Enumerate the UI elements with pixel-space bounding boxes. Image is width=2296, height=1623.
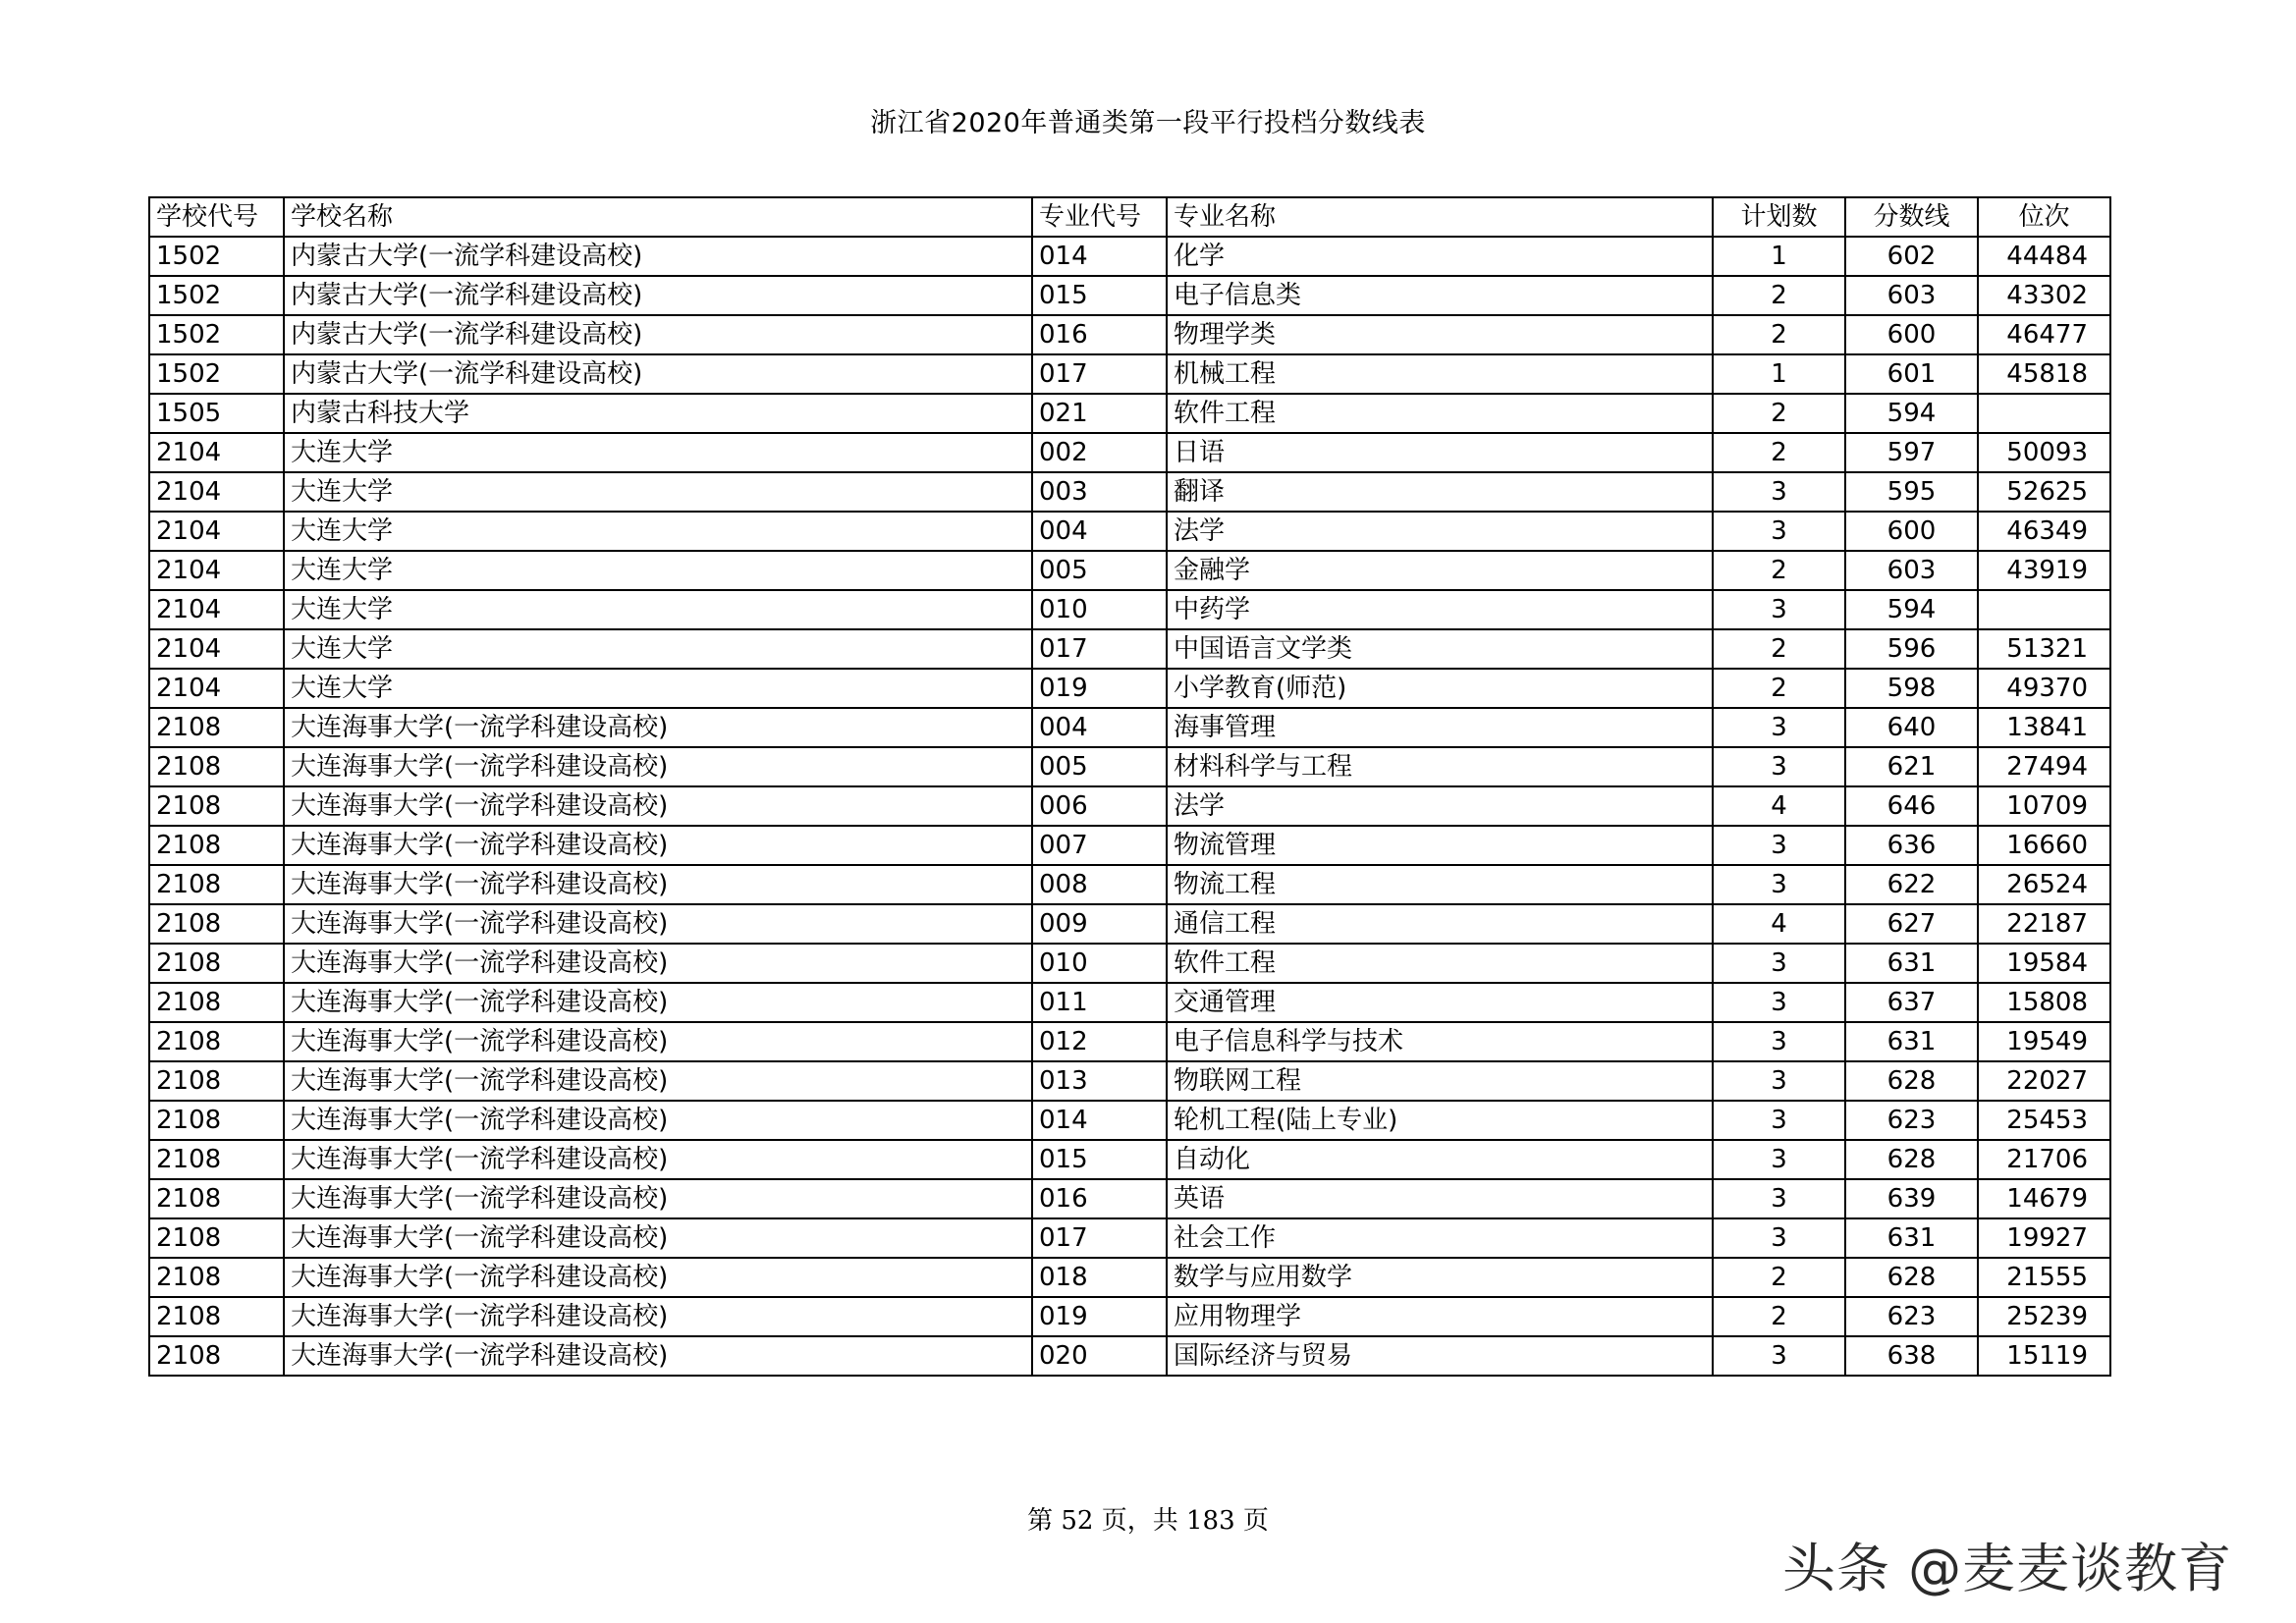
- cell-school-name: 大连海事大学(一流学科建设高校): [284, 1022, 1032, 1061]
- cell-score: 621: [1845, 747, 1978, 786]
- cell-score: 646: [1845, 786, 1978, 826]
- cell-major-code: 017: [1032, 354, 1167, 394]
- header-school-code: 学校代号: [149, 197, 284, 237]
- cell-major-code: 011: [1032, 983, 1167, 1022]
- cell-school-name: 内蒙古大学(一流学科建设高校): [284, 315, 1032, 354]
- cell-major-name: 法学: [1167, 786, 1713, 826]
- cell-rank: 22027: [1978, 1061, 2110, 1101]
- cell-score: 639: [1845, 1179, 1978, 1218]
- cell-major-name: 金融学: [1167, 551, 1713, 590]
- cell-plan: 3: [1713, 1101, 1845, 1140]
- cell-score: 602: [1845, 237, 1978, 276]
- cell-score: 603: [1845, 276, 1978, 315]
- table-row: [149, 904, 2110, 944]
- cell-major-name: 物流管理: [1167, 826, 1713, 865]
- cell-school-name: 大连海事大学(一流学科建设高校): [284, 944, 1032, 983]
- header-major-code: 专业代号: [1032, 197, 1167, 237]
- cell-school-code: 2108: [149, 983, 284, 1022]
- cell-school-code: 2108: [149, 1218, 284, 1258]
- cell-score: 594: [1845, 590, 1978, 629]
- table-row: [149, 551, 2110, 590]
- cell-plan: 3: [1713, 983, 1845, 1022]
- cell-major-code: 003: [1032, 472, 1167, 512]
- cell-major-code: 017: [1032, 1218, 1167, 1258]
- cell-rank: 43919: [1978, 551, 2110, 590]
- cell-school-name: 大连海事大学(一流学科建设高校): [284, 1061, 1032, 1101]
- table-row: [149, 1140, 2110, 1179]
- cell-major-name: 小学教育(师范): [1167, 669, 1713, 708]
- cell-school-code: 2108: [149, 747, 284, 786]
- cell-rank: 21706: [1978, 1140, 2110, 1179]
- cell-rank: 19927: [1978, 1218, 2110, 1258]
- cell-rank: 19549: [1978, 1022, 2110, 1061]
- cell-plan: 3: [1713, 1336, 1845, 1376]
- cell-major-code: 013: [1032, 1061, 1167, 1101]
- cell-school-name: 大连大学: [284, 669, 1032, 708]
- cell-school-code: 2108: [149, 1258, 284, 1297]
- cell-major-code: 007: [1032, 826, 1167, 865]
- cell-rank: 10709: [1978, 786, 2110, 826]
- cell-school-code: 2108: [149, 826, 284, 865]
- cell-score: 597: [1845, 433, 1978, 472]
- cell-school-name: 大连海事大学(一流学科建设高校): [284, 708, 1032, 747]
- cell-school-name: 大连大学: [284, 433, 1032, 472]
- cell-major-code: 015: [1032, 276, 1167, 315]
- cell-major-name: 轮机工程(陆上专业): [1167, 1101, 1713, 1140]
- cell-school-code: 2104: [149, 590, 284, 629]
- cell-major-name: 数学与应用数学: [1167, 1258, 1713, 1297]
- cell-plan: 3: [1713, 1218, 1845, 1258]
- table-row: [149, 708, 2110, 747]
- cell-score: 622: [1845, 865, 1978, 904]
- cell-plan: 2: [1713, 276, 1845, 315]
- cell-major-name: 物理学类: [1167, 315, 1713, 354]
- cell-rank: 25453: [1978, 1101, 2110, 1140]
- cell-school-name: 大连海事大学(一流学科建设高校): [284, 1101, 1032, 1140]
- cell-major-name: 物流工程: [1167, 865, 1713, 904]
- header-major-name: 专业名称: [1167, 197, 1713, 237]
- cell-major-code: 014: [1032, 1101, 1167, 1140]
- header-school-name: 学校名称: [284, 197, 1032, 237]
- cell-rank: [1978, 590, 2110, 629]
- cell-plan: 3: [1713, 1179, 1845, 1218]
- page-footer: 第 52 页，共 183 页: [1027, 1506, 1269, 1536]
- cell-plan: 3: [1713, 826, 1845, 865]
- cell-major-code: 006: [1032, 786, 1167, 826]
- cell-rank: 27494: [1978, 747, 2110, 786]
- cell-major-name: 材料科学与工程: [1167, 747, 1713, 786]
- cell-major-name: 应用物理学: [1167, 1297, 1713, 1336]
- cell-score: 600: [1845, 315, 1978, 354]
- cell-school-name: 大连大学: [284, 590, 1032, 629]
- table-row: [149, 826, 2110, 865]
- cell-major-code: 008: [1032, 865, 1167, 904]
- cell-school-code: 2104: [149, 512, 284, 551]
- cell-plan: 3: [1713, 472, 1845, 512]
- cell-rank: 49370: [1978, 669, 2110, 708]
- cell-school-name: 内蒙古大学(一流学科建设高校): [284, 276, 1032, 315]
- cell-rank: 16660: [1978, 826, 2110, 865]
- table-row: [149, 1101, 2110, 1140]
- cell-major-name: 自动化: [1167, 1140, 1713, 1179]
- cell-school-code: 2104: [149, 433, 284, 472]
- cell-school-name: 大连海事大学(一流学科建设高校): [284, 1336, 1032, 1376]
- cell-score: 628: [1845, 1061, 1978, 1101]
- cell-major-code: 012: [1032, 1022, 1167, 1061]
- cell-major-name: 海事管理: [1167, 708, 1713, 747]
- cell-score: 595: [1845, 472, 1978, 512]
- cell-major-name: 电子信息类: [1167, 276, 1713, 315]
- cell-rank: 15119: [1978, 1336, 2110, 1376]
- document-title: 浙江省2020年普通类第一段平行投档分数线表: [870, 108, 1426, 138]
- cell-school-code: 2108: [149, 1336, 284, 1376]
- score-table: [148, 196, 2111, 1377]
- cell-major-name: 交通管理: [1167, 983, 1713, 1022]
- cell-school-name: 大连海事大学(一流学科建设高校): [284, 747, 1032, 786]
- cell-plan: 2: [1713, 1258, 1845, 1297]
- cell-rank: 43302: [1978, 276, 2110, 315]
- cell-score: 631: [1845, 1022, 1978, 1061]
- table-row: [149, 944, 2110, 983]
- table-row: [149, 747, 2110, 786]
- table-row: [149, 276, 2110, 315]
- cell-major-code: 019: [1032, 1297, 1167, 1336]
- cell-school-name: 大连海事大学(一流学科建设高校): [284, 904, 1032, 944]
- cell-major-code: 017: [1032, 629, 1167, 669]
- cell-score: 594: [1845, 394, 1978, 433]
- cell-plan: 1: [1713, 237, 1845, 276]
- cell-major-code: 015: [1032, 1140, 1167, 1179]
- table-row: [149, 629, 2110, 669]
- cell-score: 636: [1845, 826, 1978, 865]
- cell-plan: 2: [1713, 1297, 1845, 1336]
- cell-rank: 46349: [1978, 512, 2110, 551]
- cell-major-name: 电子信息科学与技术: [1167, 1022, 1713, 1061]
- cell-rank: 22187: [1978, 904, 2110, 944]
- cell-major-name: 通信工程: [1167, 904, 1713, 944]
- cell-plan: 4: [1713, 786, 1845, 826]
- cell-major-code: 005: [1032, 747, 1167, 786]
- cell-major-code: 021: [1032, 394, 1167, 433]
- cell-plan: 3: [1713, 1140, 1845, 1179]
- cell-major-code: 014: [1032, 237, 1167, 276]
- table-row: [149, 1297, 2110, 1336]
- cell-school-name: 内蒙古科技大学: [284, 394, 1032, 433]
- cell-school-code: 1502: [149, 354, 284, 394]
- cell-rank: 45818: [1978, 354, 2110, 394]
- cell-rank: [1978, 394, 2110, 433]
- cell-plan: 1: [1713, 354, 1845, 394]
- watermark: 头条 @麦麦谈教育: [1782, 1538, 2233, 1599]
- cell-school-code: 2108: [149, 1101, 284, 1140]
- table-row: [149, 394, 2110, 433]
- cell-school-name: 内蒙古大学(一流学科建设高校): [284, 354, 1032, 394]
- table-row: [149, 1022, 2110, 1061]
- cell-major-name: 国际经济与贸易: [1167, 1336, 1713, 1376]
- header-rank: 位次: [1978, 197, 2110, 237]
- table-row: [149, 315, 2110, 354]
- cell-major-code: 005: [1032, 551, 1167, 590]
- cell-school-name: 大连海事大学(一流学科建设高校): [284, 1218, 1032, 1258]
- table-row: [149, 237, 2110, 276]
- cell-school-code: 2108: [149, 1140, 284, 1179]
- cell-plan: 3: [1713, 1061, 1845, 1101]
- cell-rank: 15808: [1978, 983, 2110, 1022]
- cell-rank: 13841: [1978, 708, 2110, 747]
- cell-plan: 3: [1713, 512, 1845, 551]
- cell-school-name: 大连海事大学(一流学科建设高校): [284, 826, 1032, 865]
- cell-major-name: 软件工程: [1167, 394, 1713, 433]
- cell-school-name: 大连海事大学(一流学科建设高校): [284, 1258, 1032, 1297]
- cell-major-code: 004: [1032, 708, 1167, 747]
- cell-score: 631: [1845, 944, 1978, 983]
- header-plan: 计划数: [1713, 197, 1845, 237]
- cell-score: 623: [1845, 1297, 1978, 1336]
- cell-school-name: 大连海事大学(一流学科建设高校): [284, 1140, 1032, 1179]
- cell-score: 600: [1845, 512, 1978, 551]
- cell-major-name: 中药学: [1167, 590, 1713, 629]
- table-header-row: [149, 197, 2110, 237]
- cell-major-code: 020: [1032, 1336, 1167, 1376]
- cell-rank: 50093: [1978, 433, 2110, 472]
- cell-rank: 14679: [1978, 1179, 2110, 1218]
- cell-major-name: 中国语言文学类: [1167, 629, 1713, 669]
- cell-major-name: 物联网工程: [1167, 1061, 1713, 1101]
- table-row: [149, 590, 2110, 629]
- cell-school-name: 大连大学: [284, 472, 1032, 512]
- cell-rank: 52625: [1978, 472, 2110, 512]
- cell-score: 603: [1845, 551, 1978, 590]
- cell-plan: 2: [1713, 669, 1845, 708]
- cell-school-code: 2104: [149, 551, 284, 590]
- cell-school-code: 2108: [149, 1179, 284, 1218]
- cell-plan: 2: [1713, 394, 1845, 433]
- cell-major-name: 英语: [1167, 1179, 1713, 1218]
- cell-major-code: 002: [1032, 433, 1167, 472]
- table-row: [149, 786, 2110, 826]
- cell-rank: 25239: [1978, 1297, 2110, 1336]
- cell-score: 627: [1845, 904, 1978, 944]
- cell-score: 623: [1845, 1101, 1978, 1140]
- cell-school-code: 2108: [149, 904, 284, 944]
- cell-school-name: 大连海事大学(一流学科建设高校): [284, 983, 1032, 1022]
- cell-school-code: 1502: [149, 276, 284, 315]
- cell-rank: 19584: [1978, 944, 2110, 983]
- table-row: [149, 1179, 2110, 1218]
- table-row: [149, 354, 2110, 394]
- table-row: [149, 1218, 2110, 1258]
- cell-major-code: 016: [1032, 1179, 1167, 1218]
- cell-major-code: 016: [1032, 315, 1167, 354]
- table-row: [149, 1061, 2110, 1101]
- cell-plan: 3: [1713, 590, 1845, 629]
- cell-plan: 2: [1713, 551, 1845, 590]
- table-row: [149, 1336, 2110, 1376]
- cell-plan: 3: [1713, 708, 1845, 747]
- cell-major-name: 化学: [1167, 237, 1713, 276]
- cell-rank: 26524: [1978, 865, 2110, 904]
- cell-major-name: 机械工程: [1167, 354, 1713, 394]
- cell-school-code: 2104: [149, 669, 284, 708]
- cell-rank: 51321: [1978, 629, 2110, 669]
- cell-rank: 21555: [1978, 1258, 2110, 1297]
- cell-plan: 3: [1713, 1022, 1845, 1061]
- cell-school-name: 大连海事大学(一流学科建设高校): [284, 786, 1032, 826]
- cell-school-code: 2108: [149, 944, 284, 983]
- cell-score: 637: [1845, 983, 1978, 1022]
- cell-major-name: 社会工作: [1167, 1218, 1713, 1258]
- cell-major-code: 019: [1032, 669, 1167, 708]
- cell-school-name: 大连海事大学(一流学科建设高校): [284, 1297, 1032, 1336]
- cell-rank: 44484: [1978, 237, 2110, 276]
- cell-school-code: 1502: [149, 315, 284, 354]
- cell-school-code: 2108: [149, 786, 284, 826]
- cell-plan: 2: [1713, 433, 1845, 472]
- cell-school-code: 2104: [149, 472, 284, 512]
- cell-score: 628: [1845, 1140, 1978, 1179]
- cell-school-code: 1505: [149, 394, 284, 433]
- cell-major-name: 法学: [1167, 512, 1713, 551]
- table-row: [149, 983, 2110, 1022]
- cell-score: 638: [1845, 1336, 1978, 1376]
- cell-major-code: 009: [1032, 904, 1167, 944]
- cell-major-name: 翻译: [1167, 472, 1713, 512]
- cell-major-code: 010: [1032, 944, 1167, 983]
- cell-school-code: 2108: [149, 1297, 284, 1336]
- cell-plan: 3: [1713, 747, 1845, 786]
- cell-score: 640: [1845, 708, 1978, 747]
- cell-rank: 46477: [1978, 315, 2110, 354]
- cell-school-name: 大连海事大学(一流学科建设高校): [284, 865, 1032, 904]
- cell-score: 596: [1845, 629, 1978, 669]
- cell-plan: 2: [1713, 629, 1845, 669]
- cell-score: 601: [1845, 354, 1978, 394]
- cell-plan: 4: [1713, 904, 1845, 944]
- cell-score: 631: [1845, 1218, 1978, 1258]
- table-body: [149, 237, 2110, 1376]
- table-row: [149, 512, 2110, 551]
- cell-school-code: 1502: [149, 237, 284, 276]
- cell-major-code: 010: [1032, 590, 1167, 629]
- table-row: [149, 669, 2110, 708]
- cell-score: 628: [1845, 1258, 1978, 1297]
- cell-major-name: 日语: [1167, 433, 1713, 472]
- cell-school-name: 大连海事大学(一流学科建设高校): [284, 1179, 1032, 1218]
- cell-school-name: 内蒙古大学(一流学科建设高校): [284, 237, 1032, 276]
- cell-score: 598: [1845, 669, 1978, 708]
- cell-plan: 2: [1713, 315, 1845, 354]
- table-row: [149, 433, 2110, 472]
- cell-major-name: 软件工程: [1167, 944, 1713, 983]
- table-row: [149, 472, 2110, 512]
- header-score: 分数线: [1845, 197, 1978, 237]
- table-row: [149, 1258, 2110, 1297]
- cell-school-name: 大连大学: [284, 629, 1032, 669]
- cell-school-name: 大连大学: [284, 512, 1032, 551]
- cell-school-code: 2104: [149, 629, 284, 669]
- cell-major-code: 004: [1032, 512, 1167, 551]
- cell-school-code: 2108: [149, 1022, 284, 1061]
- cell-major-code: 018: [1032, 1258, 1167, 1297]
- cell-plan: 3: [1713, 865, 1845, 904]
- cell-school-name: 大连大学: [284, 551, 1032, 590]
- cell-plan: 3: [1713, 944, 1845, 983]
- cell-school-code: 2108: [149, 865, 284, 904]
- cell-school-code: 2108: [149, 1061, 284, 1101]
- cell-school-code: 2108: [149, 708, 284, 747]
- table-row: [149, 865, 2110, 904]
